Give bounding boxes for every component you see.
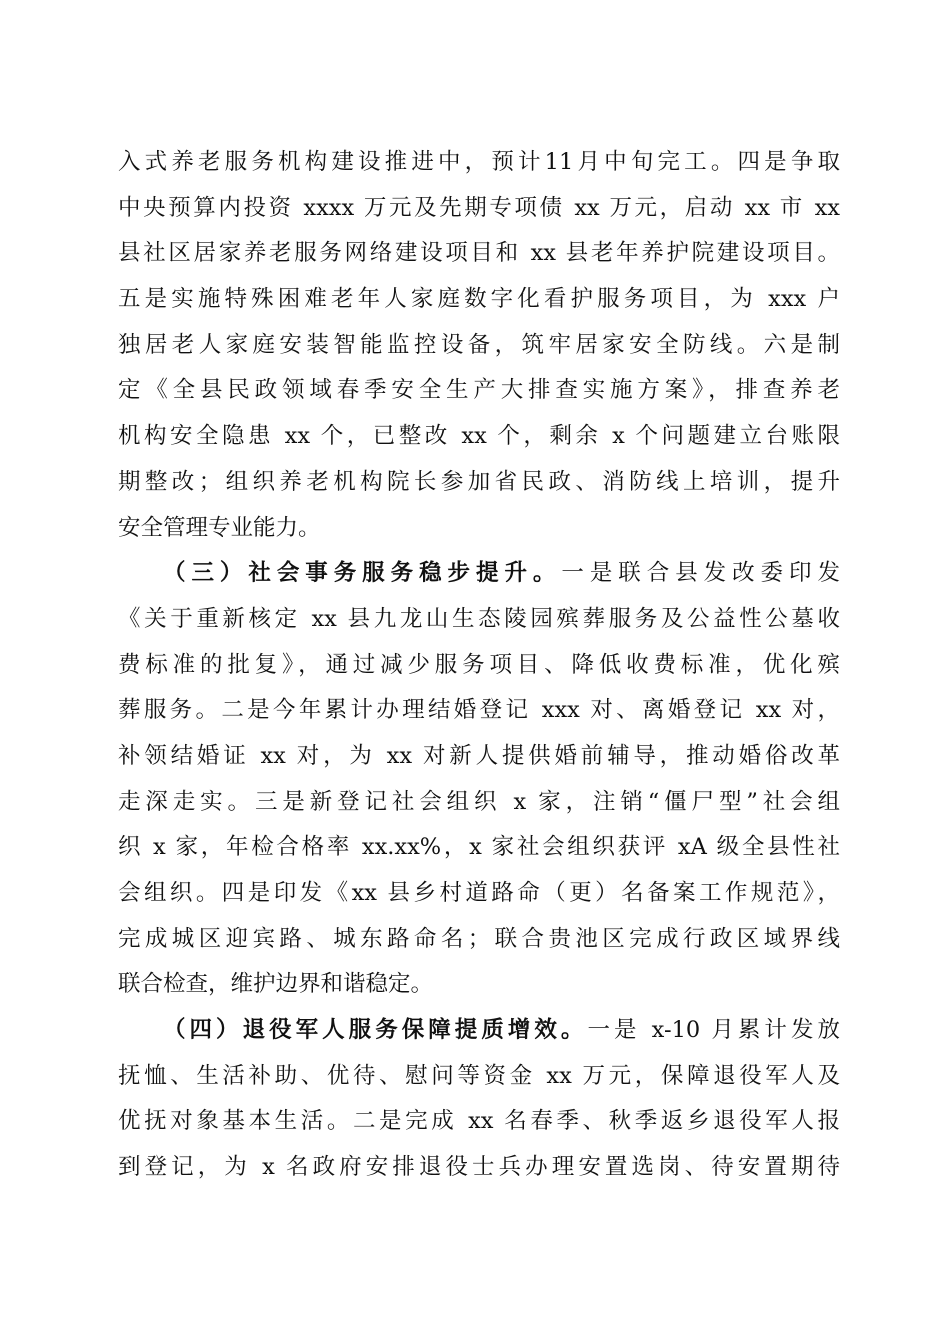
section-three-first-line [118, 551, 840, 597]
text-line: 费标准的批复》，通过减少服务项目、降低收费标准，优化殡 [118, 651, 840, 678]
text-line: 抚恤、生活补助、优待、慰问等资金 xx 万元，保障退役军人及 [118, 1062, 840, 1089]
text-line: 完成城区迎宾路、城东路命名；联合贵池区完成行政区域界线 [118, 925, 840, 952]
text-line: 走深走实。三是新登记社会组织 x 家，注销“僵尸型”社会组 [118, 788, 840, 815]
document-body [118, 140, 840, 1191]
text-line: 县社区居家养老服务网络建设项目和 xx 县老年养护院建设项目。 [118, 240, 840, 267]
text-line: 定《全县民政领域春季安全生产大排查实施方案》，排查养老 [118, 377, 840, 404]
text-line: 期整改；组织养老机构院长参加省民政、消防线上培训，提升 [118, 468, 840, 495]
text-line: 独居老人家庭安装智能监控设备，筑牢居家安全防线。六是制 [118, 331, 840, 358]
text-line: 葬服务。二是今年累计办理结婚登记 xxx 对、离婚登记 xx 对， [118, 697, 840, 724]
text-line: 会组织。四是印发《xx 县乡村道路命（更）名备案工作规范》， [118, 880, 840, 906]
text-line: 到登记，为 x 名政府安排退役士兵办理安置选岗、待安置期待 [118, 1154, 840, 1181]
text-line: 五是实施特殊困难老年人家庭数字化看护服务项目，为 xxx 户 [118, 286, 840, 313]
section-four-heading: （四）退役军人服务保障提质增效。 [163, 1017, 588, 1044]
text-line: 安全管理专业能力。 [118, 514, 321, 541]
text-line: 补领结婚证 xx 对，为 xx 对新人提供婚前辅导，推动婚俗改革 [118, 742, 840, 769]
section-four-first-line [118, 1008, 840, 1054]
text-line: 织 x 家，年检合格率 xx.xx%，x 家社会组织获评 xA 级全县性社 [118, 834, 840, 861]
text-line: 优抚对象基本生活。二是完成 xx 名春季、秋季返乡退役军人报 [118, 1108, 840, 1135]
text-line: 中央预算内投资 xxxx 万元及先期专项债 xx 万元，启动 xx 市 xx [118, 194, 840, 221]
text-line: 机构安全隐患 xx 个，已整改 xx 个，剩余 x 个问题建立台账限 [118, 423, 840, 450]
section-three-first-line-text: 一是联合县发改委印发 [561, 560, 840, 587]
text-line: 联合检查，维护边界和谐稳定。 [118, 971, 434, 998]
text-line: 《关于重新核定 xx 县九龙山生态陵园殡葬服务及公益性公墓收 [118, 605, 840, 632]
section-four-first-line-text: 一是 x-10 月累计发放 [587, 1017, 840, 1044]
text-line: 入式养老服务机构建设推进中，预计11月中旬完工。四是争取 [118, 149, 840, 175]
section-three-heading: （三）社会事务服务稳步提升。 [163, 560, 562, 587]
